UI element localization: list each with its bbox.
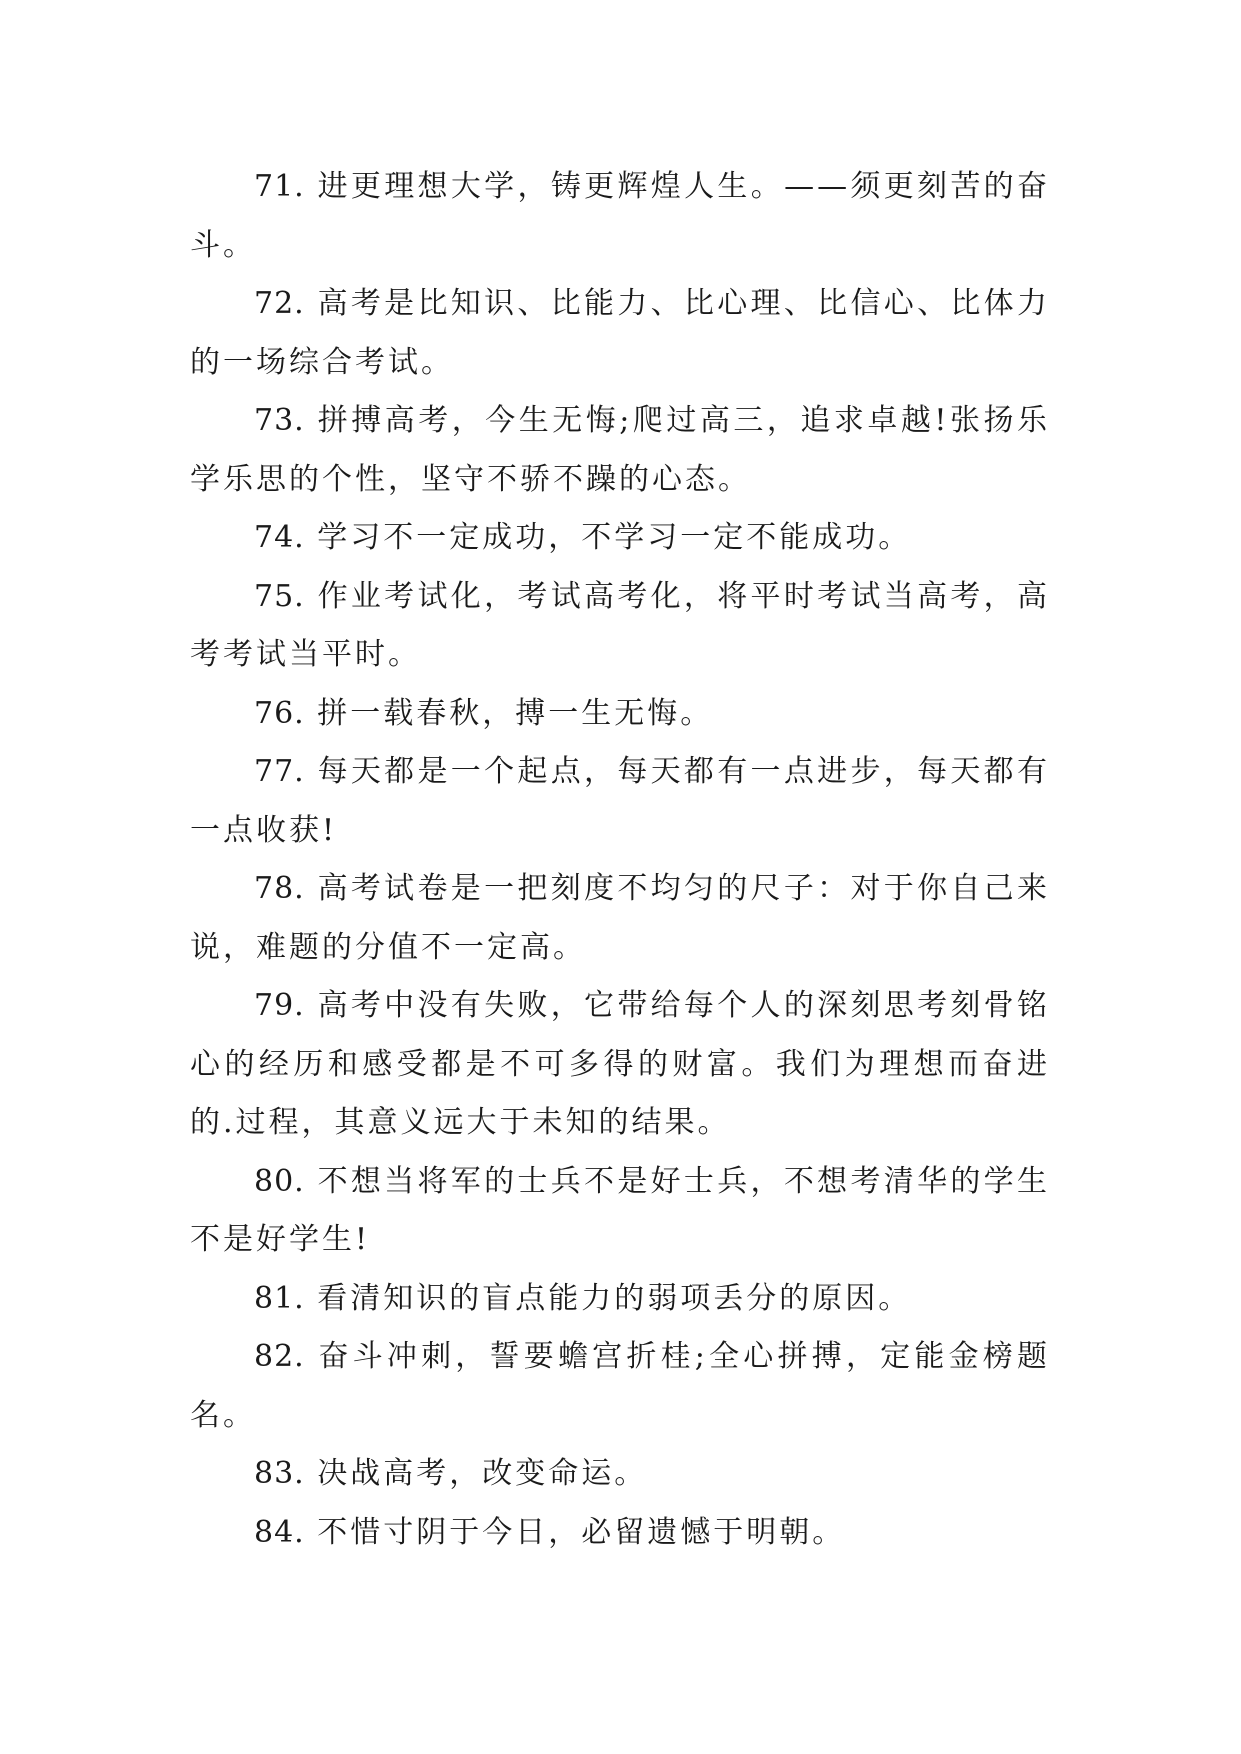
item-number: 72. [254, 286, 305, 321]
quote-text: 每天都是一个起点，每天都有一点进步，每天都有一点收获! [190, 754, 1050, 848]
quote-text: 高考试卷是一把刻度不均匀的尺子：对于你自己来说，难题的分值不一定高。 [190, 871, 1050, 965]
item-number: 76. [254, 695, 305, 731]
quote-text: 拼搏高考，今生无悔;爬过高三，追求卓越!张扬乐学乐思的个性，坚守不骄不躁的心态。 [190, 403, 1050, 497]
quote-paragraph-82 [190, 1328, 1050, 1445]
quote-paragraph-78 [190, 860, 1050, 977]
quote-paragraph-72 [190, 275, 1050, 392]
quote-paragraph-75 [190, 568, 1050, 685]
item-number: 78. [254, 871, 305, 906]
quote-text: 决战高考，改变命运。 [317, 1456, 648, 1491]
item-number: 79. [254, 988, 305, 1023]
quote-paragraph-74 [190, 509, 1050, 568]
quote-paragraph-71 [190, 158, 1050, 275]
quote-text: 拼一载春秋，搏一生无悔。 [317, 695, 714, 731]
item-number: 77. [254, 754, 305, 789]
item-number: 84. [254, 1514, 305, 1550]
item-number: 83. [254, 1456, 305, 1491]
item-number: 75. [254, 578, 305, 614]
quote-text: 高考中没有失败，它带给每个人的深刻思考刻骨铭心的经历和感受都是不可多得的财富。我们为理想而奋进的.过程，其意义远大于未知的结果。 [190, 988, 1050, 1140]
item-number: 71. [254, 169, 305, 204]
item-number: 74. [254, 520, 305, 555]
quote-paragraph-81 [190, 1270, 1050, 1329]
quote-paragraph-77 [190, 743, 1050, 860]
quote-text: 不想当将军的士兵不是好士兵，不想考清华的学生不是好学生! [190, 1163, 1050, 1257]
quote-paragraph-76 [190, 685, 1050, 744]
quote-text: 看清知识的盲点能力的弱项丢分的原因。 [317, 1280, 912, 1316]
quote-text: 奋斗冲刺，誓要蟾宫折桂;全心拼搏，定能金榜题名。 [190, 1339, 1050, 1433]
quote-text: 作业考试化，考试高考化，将平时考试当高考，高考考试当平时。 [190, 578, 1050, 672]
item-number: 82. [254, 1339, 305, 1374]
quote-text: 进更理想大学，铸更辉煌人生。——须更刻苦的奋斗。 [190, 169, 1050, 263]
item-number: 81. [254, 1280, 305, 1316]
item-number: 73. [254, 403, 305, 438]
quote-paragraph-83 [190, 1445, 1050, 1504]
quote-paragraph-79 [190, 977, 1050, 1153]
quote-paragraph-84 [190, 1504, 1050, 1563]
item-number: 80. [254, 1163, 305, 1199]
quote-paragraph-80 [190, 1153, 1050, 1270]
quote-paragraph-73 [190, 392, 1050, 509]
quote-text: 学习不一定成功，不学习一定不能成功。 [317, 520, 912, 555]
document-body [190, 158, 1050, 1562]
quote-text: 高考是比知识、比能力、比心理、比信心、比体力的一场综合考试。 [190, 286, 1050, 380]
quote-text: 不惜寸阴于今日，必留遗憾于明朝。 [317, 1514, 846, 1550]
